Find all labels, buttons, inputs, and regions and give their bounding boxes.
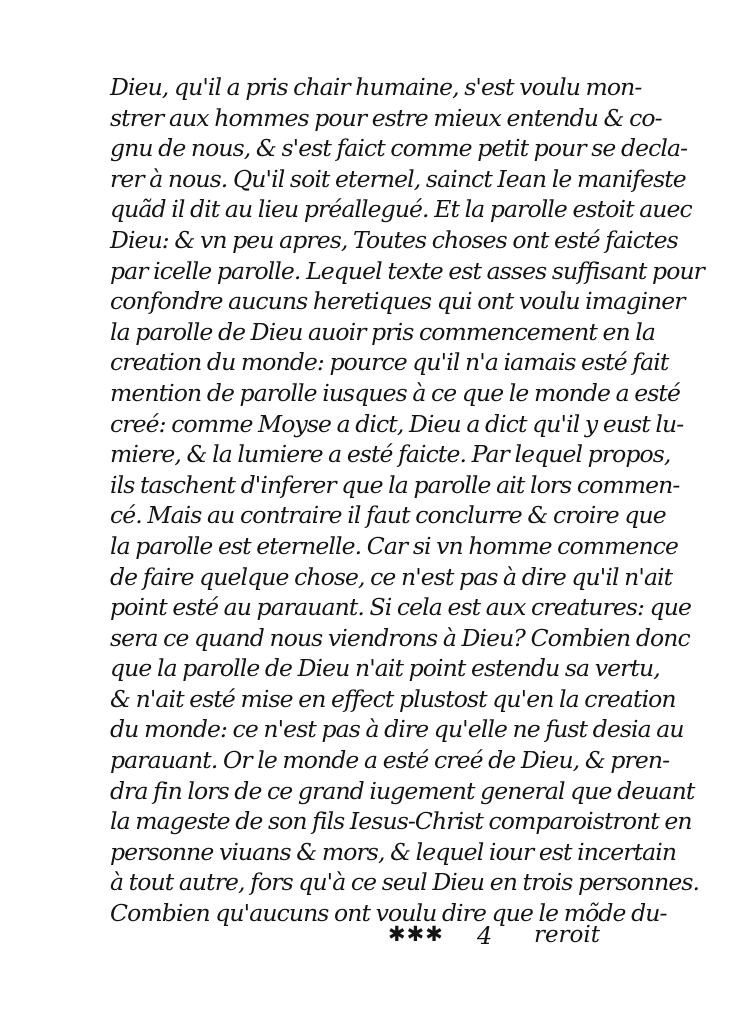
text-line: la parolle de Dieu auoir pris commencement en la — [110, 317, 656, 346]
text-line: Dieu: & vn peu apres, Toutes choses ont esté faictes — [110, 225, 678, 254]
text-line: par icelle parolle. Lequel texte est asses suffisant pour — [110, 256, 705, 285]
text-line: gnu de nous, & s'est faict comme petit pour se decla- — [110, 134, 688, 163]
signature-mark: ✱✱✱ — [388, 922, 444, 946]
text-line: dra fin lors de ce grand iugement general que deuant — [110, 776, 695, 805]
text-line: la mageste de son fils Iesus-Christ comparoistront en — [110, 807, 692, 836]
text-line: quãd il dit au lieu préallegué. Et la parolle estoit auec — [110, 195, 692, 224]
text-line: cé. Mais au contraire il faut conclurre & croire que — [110, 501, 666, 530]
text-line: confondre aucuns heretiques qui ont voulu imaginer — [110, 287, 685, 316]
text-line: mention de parolle iusques à ce que le monde a esté — [110, 378, 680, 407]
text-line: creation du monde: pource qu'il n'a iamais esté fait — [110, 348, 669, 377]
text-line: Combien qu'aucuns ont voulu dire que le mõde du- — [110, 899, 667, 928]
text-line: parauant. Or le monde a esté creé de Dieu, & pren- — [110, 746, 670, 775]
text-line: sera ce quand nous viendrons à Dieu? Combien donc — [110, 623, 690, 652]
text-line: creé: comme Moyse a dict, Dieu a dict qu'il y eust lu- — [110, 409, 684, 438]
folio-number: 4 — [477, 922, 493, 950]
text-line: de faire quelque chose, ce n'est pas à dire qu'il n'ait — [110, 562, 673, 591]
text-line: strer aux hommes pour estre mieux entendu & co- — [110, 103, 662, 132]
catchword: reroit — [533, 922, 600, 948]
text-line: que la parolle de Dieu n'ait point estendu sa vertu, — [110, 654, 660, 683]
page-footer — [110, 922, 600, 954]
text-line: personne viuans & mors, & lequel iour est incertain — [110, 837, 677, 866]
text-line: la parolle est eternelle. Car si vn homme commence — [110, 531, 678, 560]
text-line: ils taschent d'inferer que la parolle ait lors commen- — [110, 470, 680, 499]
text-line: point esté au parauant. Si cela est aux creatures: que — [110, 593, 691, 622]
text-line: Dieu, qu'il a pris chair humaine, s'est voulu mon- — [110, 73, 642, 101]
text-line: rer à nous. Qu'il soit eternel, sainct Iean le manifeste — [110, 164, 686, 193]
text-line: à tout autre, fors qu'à ce seul Dieu en trois personnes. — [110, 868, 700, 897]
text-line: du monde: ce n'est pas à dire qu'elle ne fust desia au — [110, 715, 684, 744]
body-text — [110, 72, 705, 929]
text-line: & n'ait esté mise en effect plustost qu'en la creation — [110, 684, 676, 713]
text-line: miere, & la lumiere a esté faicte. Par lequel propos, — [110, 440, 671, 469]
